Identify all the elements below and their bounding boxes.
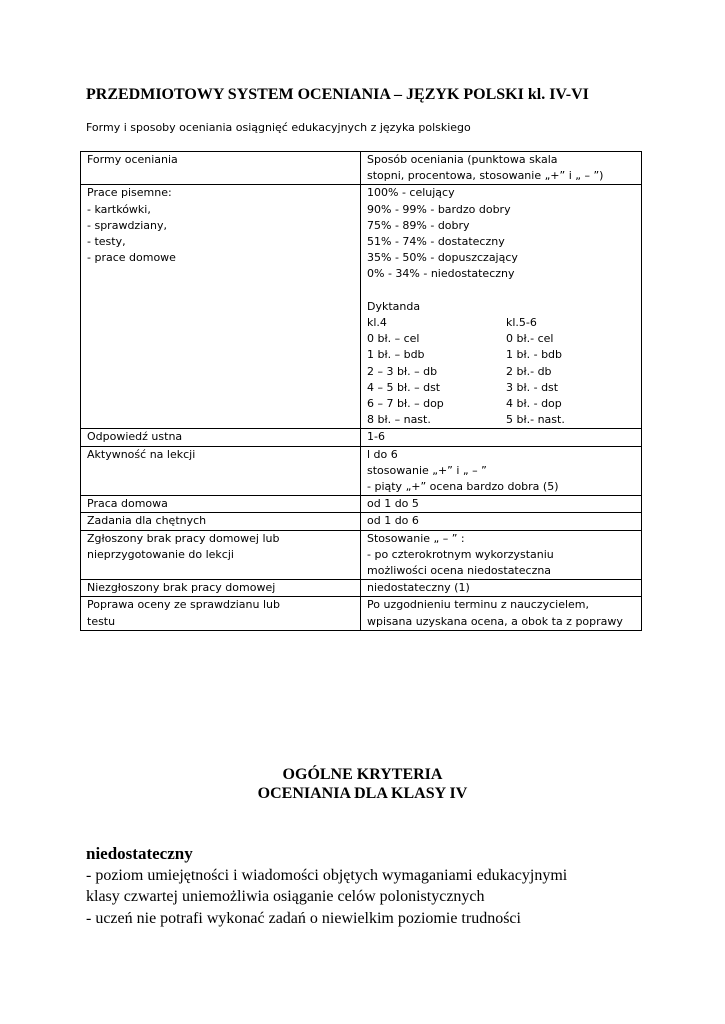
header-cell-method: Sposób oceniania (punktowa skala stopni, procentowa, stosowanie „+” i „ – ”) bbox=[361, 152, 642, 185]
dictation-row: 6 – 7 bł. – dop 4 bł. - dop bbox=[367, 397, 562, 411]
table-header-row bbox=[81, 152, 642, 185]
table-row-reported-missing-homework: Zgłoszony brak pracy domowej lub nieprzygotowanie do lekcji Stosowanie „ – ” : - po czterokrotnym wykorzystaniu możliwości ocena niedostateczna bbox=[81, 530, 642, 580]
dictation-head: kl.4 kl.5-6 bbox=[367, 316, 537, 330]
table-row-volunteer-tasks: Zadania dla chętnych od 1 do 6 bbox=[81, 513, 642, 530]
table-row-written-works bbox=[81, 185, 642, 429]
dictation-row: 8 bł. – nast. 5 bł.- nast. bbox=[367, 413, 565, 427]
criteria-grade-block bbox=[86, 843, 696, 929]
criteria-line: klasy czwartej uniemożliwia osiąganie celów polonistycznych bbox=[86, 888, 485, 905]
header-cell-forms: Formy oceniania bbox=[81, 152, 361, 185]
percent-scale-line: 90% - 99% - bardzo dobry bbox=[367, 202, 511, 216]
criteria-line: - uczeń nie potrafi wykonać zadań o niewielkim poziomie trudności bbox=[86, 909, 521, 927]
grading-table bbox=[80, 151, 642, 631]
criteria-grade-heading: niedostateczny bbox=[86, 844, 193, 863]
dictation-row: 4 – 5 bł. – dst 3 bł. - dst bbox=[367, 380, 559, 394]
table-row-grade-correction: Poprawa oceny ze sprawdzianu lub testu Po uzgodnieniu terminu z nauczycielem, wpisana uzyskana ocena, a obok ta z poprawy bbox=[81, 597, 642, 630]
percent-scale-line: 35% - 50% - dopuszczający bbox=[367, 251, 518, 265]
written-works-cell: Prace pisemne: - kartkówki, - sprawdziany, - testy, - prace domowe bbox=[81, 185, 361, 429]
document-subtitle: Formy i sposoby oceniania osiągnięć edukacyjnych z języka polskiego bbox=[86, 121, 471, 134]
table-row-lesson-activity: Aktywność na lekcji l do 6 stosowanie „+” i „ – ” - piąty „+” ocena bardzo dobra (5) bbox=[81, 446, 642, 496]
percent-scale-line: 100% - celujący bbox=[367, 186, 455, 200]
criteria-line: - poziom umiejętności i wiadomości objętych wymaganiami edukacyjnymi bbox=[86, 866, 568, 884]
dictation-title: Dyktanda bbox=[367, 299, 421, 313]
written-works-scale-cell bbox=[361, 185, 642, 429]
percent-scale-line: 0% - 34% - niedostateczny bbox=[367, 267, 515, 281]
document-title: PRZEDMIOTOWY SYSTEM OCENIANIA – JĘZYK POLSKI kl. IV-VI bbox=[86, 86, 589, 103]
table-row-unreported-missing-homework: Niezgłoszony brak pracy domowej niedostateczny (1) bbox=[81, 580, 642, 597]
table-row-oral-answer: Odpowiedź ustna 1-6 bbox=[81, 429, 642, 446]
dictation-row: 2 – 3 bł. – db 2 bł.- db bbox=[367, 364, 552, 378]
dictation-row: 1 bł. – bdb 1 bł. - bdb bbox=[367, 348, 563, 362]
criteria-section-title: OGÓLNE KRYTERIA OCENIANIA DLA KLASY IV bbox=[257, 766, 468, 802]
table-row-homework: Praca domowa od 1 do 5 bbox=[81, 496, 642, 513]
percent-scale-line: 75% - 89% - dobry bbox=[367, 218, 470, 232]
percent-scale-line: 51% - 74% - dostateczny bbox=[367, 235, 505, 249]
dictation-row: 0 bł. – cel 0 bł.- cel bbox=[367, 332, 554, 346]
